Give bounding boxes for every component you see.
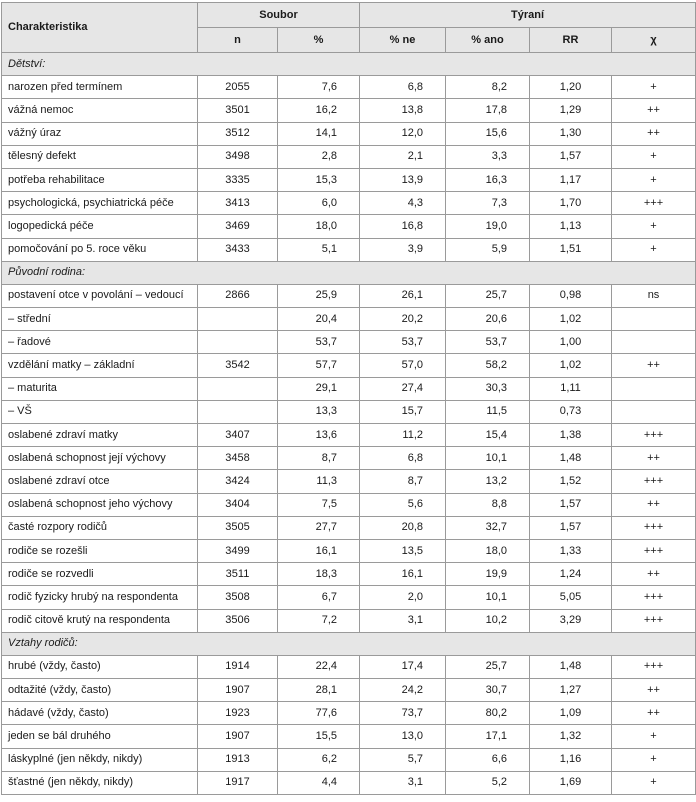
cell-n — [198, 377, 278, 400]
cell-rr: 0,73 — [530, 400, 612, 423]
section-label: Vztahy rodičů: — [2, 632, 696, 655]
cell-pct-ano: 3,3 — [446, 145, 530, 168]
table-row — [2, 586, 696, 609]
table-body — [2, 53, 696, 795]
table-row — [2, 470, 696, 493]
cell-pct: 16,2 — [278, 99, 360, 122]
table-row — [2, 516, 696, 539]
table-row — [2, 702, 696, 725]
cell-n: 3505 — [198, 516, 278, 539]
cell-rr: 1,52 — [530, 470, 612, 493]
cell-rr: 1,30 — [530, 122, 612, 145]
row-label: potřeba rehabilitace — [2, 168, 198, 191]
row-label: časté rozpory rodičů — [2, 516, 198, 539]
cell-pct-ano: 32,7 — [446, 516, 530, 539]
cell-chi: + — [612, 145, 696, 168]
cell-chi: + — [612, 238, 696, 261]
cell-pct-ano: 25,7 — [446, 655, 530, 678]
table-row — [2, 215, 696, 238]
cell-pct: 14,1 — [278, 122, 360, 145]
section-row — [2, 53, 696, 76]
cell-pct: 18,0 — [278, 215, 360, 238]
row-label: rodič citově krutý na respondenta — [2, 609, 198, 632]
cell-pct: 57,7 — [278, 354, 360, 377]
row-label: šťastné (jen někdy, nikdy) — [2, 771, 198, 794]
row-label: láskyplné (jen někdy, nikdy) — [2, 748, 198, 771]
table-row — [2, 377, 696, 400]
row-label: tělesný defekt — [2, 145, 198, 168]
table-row — [2, 331, 696, 354]
cell-rr: 1,32 — [530, 725, 612, 748]
cell-n: 1923 — [198, 702, 278, 725]
cell-pct-ano: 10,2 — [446, 609, 530, 632]
cell-pct: 28,1 — [278, 679, 360, 702]
cell-chi: ++ — [612, 99, 696, 122]
row-label: – střední — [2, 308, 198, 331]
row-label: rodiče se rozvedli — [2, 563, 198, 586]
cell-rr: 1,57 — [530, 493, 612, 516]
cell-pct-ano: 5,2 — [446, 771, 530, 794]
header-characteristics: Charakteristika — [2, 3, 198, 53]
cell-pct: 2,8 — [278, 145, 360, 168]
cell-chi: ++ — [612, 122, 696, 145]
cell-pct-ano: 30,3 — [446, 377, 530, 400]
cell-pct-ne: 26,1 — [360, 284, 446, 307]
cell-pct-ano: 18,0 — [446, 539, 530, 562]
table-row — [2, 609, 696, 632]
cell-pct-ano: 7,3 — [446, 192, 530, 215]
header-rr: RR — [530, 28, 612, 53]
cell-rr: 1,02 — [530, 308, 612, 331]
row-label: – řadové — [2, 331, 198, 354]
row-label: oslabená schopnost její výchovy — [2, 447, 198, 470]
cell-n: 3508 — [198, 586, 278, 609]
cell-n: 3506 — [198, 609, 278, 632]
row-label: narozen před termínem — [2, 76, 198, 99]
table-row — [2, 771, 696, 794]
cell-pct-ne: 20,2 — [360, 308, 446, 331]
cell-n: 3433 — [198, 238, 278, 261]
cell-n: 3501 — [198, 99, 278, 122]
cell-rr: 1,24 — [530, 563, 612, 586]
cell-chi: ns — [612, 284, 696, 307]
cell-rr: 1,16 — [530, 748, 612, 771]
cell-rr: 5,05 — [530, 586, 612, 609]
table-row — [2, 748, 696, 771]
header-pct: % — [278, 28, 360, 53]
row-label: postavení otce v povolání – vedoucí — [2, 284, 198, 307]
cell-rr: 1,09 — [530, 702, 612, 725]
cell-rr: 1,33 — [530, 539, 612, 562]
header-chi: χ — [612, 28, 696, 53]
cell-rr: 1,57 — [530, 516, 612, 539]
cell-pct-ano: 53,7 — [446, 331, 530, 354]
header-group-tyrani: Týraní — [360, 3, 696, 28]
cell-rr: 1,38 — [530, 424, 612, 447]
cell-n: 2866 — [198, 284, 278, 307]
section-row — [2, 261, 696, 284]
cell-pct-ne: 3,1 — [360, 771, 446, 794]
cell-pct: 53,7 — [278, 331, 360, 354]
cell-n — [198, 331, 278, 354]
cell-pct-ne: 11,2 — [360, 424, 446, 447]
cell-pct-ne: 16,8 — [360, 215, 446, 238]
cell-pct: 20,4 — [278, 308, 360, 331]
cell-pct: 13,6 — [278, 424, 360, 447]
cell-pct-ne: 5,6 — [360, 493, 446, 516]
row-label: rodiče se rozešli — [2, 539, 198, 562]
cell-n: 3512 — [198, 122, 278, 145]
cell-chi: ++ — [612, 447, 696, 470]
cell-pct: 7,5 — [278, 493, 360, 516]
cell-pct-ne: 24,2 — [360, 679, 446, 702]
cell-pct: 6,0 — [278, 192, 360, 215]
cell-pct-ano: 17,8 — [446, 99, 530, 122]
cell-pct-ano: 8,2 — [446, 76, 530, 99]
cell-chi — [612, 400, 696, 423]
cell-pct: 29,1 — [278, 377, 360, 400]
cell-rr: 3,29 — [530, 609, 612, 632]
cell-chi: + — [612, 771, 696, 794]
cell-pct: 6,7 — [278, 586, 360, 609]
cell-pct-ne: 12,0 — [360, 122, 446, 145]
cell-n: 3404 — [198, 493, 278, 516]
cell-pct-ne: 5,7 — [360, 748, 446, 771]
row-label: logopedická péče — [2, 215, 198, 238]
row-label: jeden se bál druhého — [2, 725, 198, 748]
cell-rr: 1,29 — [530, 99, 612, 122]
table-row — [2, 99, 696, 122]
row-label: oslabené zdraví matky — [2, 424, 198, 447]
cell-pct-ne: 2,1 — [360, 145, 446, 168]
cell-pct-ano: 19,9 — [446, 563, 530, 586]
cell-n: 3542 — [198, 354, 278, 377]
cell-pct-ne: 17,4 — [360, 655, 446, 678]
cell-pct-ne: 27,4 — [360, 377, 446, 400]
table-row — [2, 354, 696, 377]
row-label: hrubé (vždy, často) — [2, 655, 198, 678]
section-row — [2, 632, 696, 655]
cell-chi — [612, 331, 696, 354]
cell-chi — [612, 377, 696, 400]
row-label: oslabená schopnost jeho výchovy — [2, 493, 198, 516]
cell-n: 1917 — [198, 771, 278, 794]
cell-chi: ++ — [612, 702, 696, 725]
row-label: vzdělání matky – základní — [2, 354, 198, 377]
cell-rr: 1,11 — [530, 377, 612, 400]
cell-rr: 1,70 — [530, 192, 612, 215]
cell-pct-ne: 6,8 — [360, 76, 446, 99]
cell-chi: +++ — [612, 539, 696, 562]
cell-pct-ano: 13,2 — [446, 470, 530, 493]
cell-chi: + — [612, 215, 696, 238]
cell-pct-ne: 57,0 — [360, 354, 446, 377]
cell-pct-ano: 6,6 — [446, 748, 530, 771]
cell-rr: 1,48 — [530, 655, 612, 678]
cell-pct-ne: 6,8 — [360, 447, 446, 470]
row-label: hádavé (vždy, často) — [2, 702, 198, 725]
cell-chi: ++ — [612, 679, 696, 702]
cell-rr: 1,48 — [530, 447, 612, 470]
cell-pct: 13,3 — [278, 400, 360, 423]
cell-n — [198, 400, 278, 423]
row-label: rodič fyzicky hrubý na respondenta — [2, 586, 198, 609]
statistics-table — [1, 2, 696, 795]
cell-pct-ne: 8,7 — [360, 470, 446, 493]
cell-rr: 1,17 — [530, 168, 612, 191]
cell-n: 1914 — [198, 655, 278, 678]
row-label: pomočování po 5. roce věku — [2, 238, 198, 261]
table-row — [2, 168, 696, 191]
table-row — [2, 400, 696, 423]
cell-pct-ne: 73,7 — [360, 702, 446, 725]
header-group-soubor: Soubor — [198, 3, 360, 28]
table-row — [2, 122, 696, 145]
table-row — [2, 539, 696, 562]
table-row — [2, 238, 696, 261]
cell-pct-ne: 13,8 — [360, 99, 446, 122]
cell-n: 1913 — [198, 748, 278, 771]
cell-n: 1907 — [198, 725, 278, 748]
cell-pct-ano: 5,9 — [446, 238, 530, 261]
table-row — [2, 563, 696, 586]
cell-chi: +++ — [612, 655, 696, 678]
cell-rr: 1,00 — [530, 331, 612, 354]
row-label: odtažité (vždy, často) — [2, 679, 198, 702]
cell-pct-ne: 3,1 — [360, 609, 446, 632]
table-row — [2, 679, 696, 702]
row-label: – maturita — [2, 377, 198, 400]
cell-rr: 0,98 — [530, 284, 612, 307]
cell-pct-ano: 80,2 — [446, 702, 530, 725]
cell-pct-ano: 8,8 — [446, 493, 530, 516]
cell-pct: 77,6 — [278, 702, 360, 725]
cell-n: 3469 — [198, 215, 278, 238]
cell-pct: 11,3 — [278, 470, 360, 493]
cell-pct-ne: 16,1 — [360, 563, 446, 586]
table-row — [2, 493, 696, 516]
cell-pct-ano: 58,2 — [446, 354, 530, 377]
cell-rr: 1,20 — [530, 76, 612, 99]
table-row — [2, 192, 696, 215]
cell-pct-ano: 10,1 — [446, 447, 530, 470]
header-n: n — [198, 28, 278, 53]
cell-chi: +++ — [612, 516, 696, 539]
cell-chi: ++ — [612, 493, 696, 516]
cell-pct: 5,1 — [278, 238, 360, 261]
header-pct-ano: % ano — [446, 28, 530, 53]
row-label: – VŠ — [2, 400, 198, 423]
cell-rr: 1,51 — [530, 238, 612, 261]
cell-n: 3413 — [198, 192, 278, 215]
cell-pct: 6,2 — [278, 748, 360, 771]
cell-pct-ano: 15,4 — [446, 424, 530, 447]
cell-pct-ne: 53,7 — [360, 331, 446, 354]
cell-pct-ne: 13,0 — [360, 725, 446, 748]
cell-pct-ano: 11,5 — [446, 400, 530, 423]
cell-n — [198, 308, 278, 331]
cell-pct: 22,4 — [278, 655, 360, 678]
cell-pct-ano: 17,1 — [446, 725, 530, 748]
cell-chi: + — [612, 76, 696, 99]
cell-chi: + — [612, 748, 696, 771]
cell-pct: 27,7 — [278, 516, 360, 539]
table-row — [2, 145, 696, 168]
section-label: Dětství: — [2, 53, 696, 76]
cell-pct-ne: 4,3 — [360, 192, 446, 215]
cell-rr: 1,02 — [530, 354, 612, 377]
table-row — [2, 655, 696, 678]
row-label: psychologická, psychiatrická péče — [2, 192, 198, 215]
cell-pct: 18,3 — [278, 563, 360, 586]
cell-pct-ano: 19,0 — [446, 215, 530, 238]
cell-n: 3499 — [198, 539, 278, 562]
cell-pct: 25,9 — [278, 284, 360, 307]
cell-pct-ne: 15,7 — [360, 400, 446, 423]
table-row — [2, 725, 696, 748]
cell-rr: 1,13 — [530, 215, 612, 238]
cell-rr: 1,57 — [530, 145, 612, 168]
cell-n: 1907 — [198, 679, 278, 702]
cell-pct-ne: 20,8 — [360, 516, 446, 539]
cell-pct: 15,5 — [278, 725, 360, 748]
cell-pct: 7,2 — [278, 609, 360, 632]
cell-pct-ano: 10,1 — [446, 586, 530, 609]
cell-chi: +++ — [612, 424, 696, 447]
cell-chi: +++ — [612, 586, 696, 609]
cell-chi: + — [612, 725, 696, 748]
cell-n: 3511 — [198, 563, 278, 586]
section-label: Původní rodina: — [2, 261, 696, 284]
row-label: vážný úraz — [2, 122, 198, 145]
cell-pct-ne: 2,0 — [360, 586, 446, 609]
cell-pct: 16,1 — [278, 539, 360, 562]
cell-rr: 1,69 — [530, 771, 612, 794]
cell-pct: 8,7 — [278, 447, 360, 470]
table-header — [2, 3, 696, 53]
row-label: oslabené zdraví otce — [2, 470, 198, 493]
cell-chi: +++ — [612, 609, 696, 632]
cell-n: 3335 — [198, 168, 278, 191]
cell-chi: ++ — [612, 563, 696, 586]
cell-chi: + — [612, 168, 696, 191]
table-row — [2, 76, 696, 99]
cell-pct-ne: 13,5 — [360, 539, 446, 562]
cell-n: 3424 — [198, 470, 278, 493]
cell-chi: +++ — [612, 470, 696, 493]
cell-n: 2055 — [198, 76, 278, 99]
cell-chi: +++ — [612, 192, 696, 215]
cell-pct: 15,3 — [278, 168, 360, 191]
cell-pct: 7,6 — [278, 76, 360, 99]
row-label: vážná nemoc — [2, 99, 198, 122]
table-row — [2, 284, 696, 307]
cell-pct-ano: 30,7 — [446, 679, 530, 702]
table-row — [2, 424, 696, 447]
cell-chi: ++ — [612, 354, 696, 377]
cell-pct-ne: 13,9 — [360, 168, 446, 191]
cell-pct: 4,4 — [278, 771, 360, 794]
cell-n: 3407 — [198, 424, 278, 447]
cell-pct-ano: 25,7 — [446, 284, 530, 307]
cell-pct-ano: 16,3 — [446, 168, 530, 191]
table-row — [2, 447, 696, 470]
cell-pct-ano: 15,6 — [446, 122, 530, 145]
cell-n: 3498 — [198, 145, 278, 168]
table-row — [2, 308, 696, 331]
cell-pct-ne: 3,9 — [360, 238, 446, 261]
cell-pct-ano: 20,6 — [446, 308, 530, 331]
cell-n: 3458 — [198, 447, 278, 470]
cell-chi — [612, 308, 696, 331]
cell-rr: 1,27 — [530, 679, 612, 702]
header-pct-ne: % ne — [360, 28, 446, 53]
